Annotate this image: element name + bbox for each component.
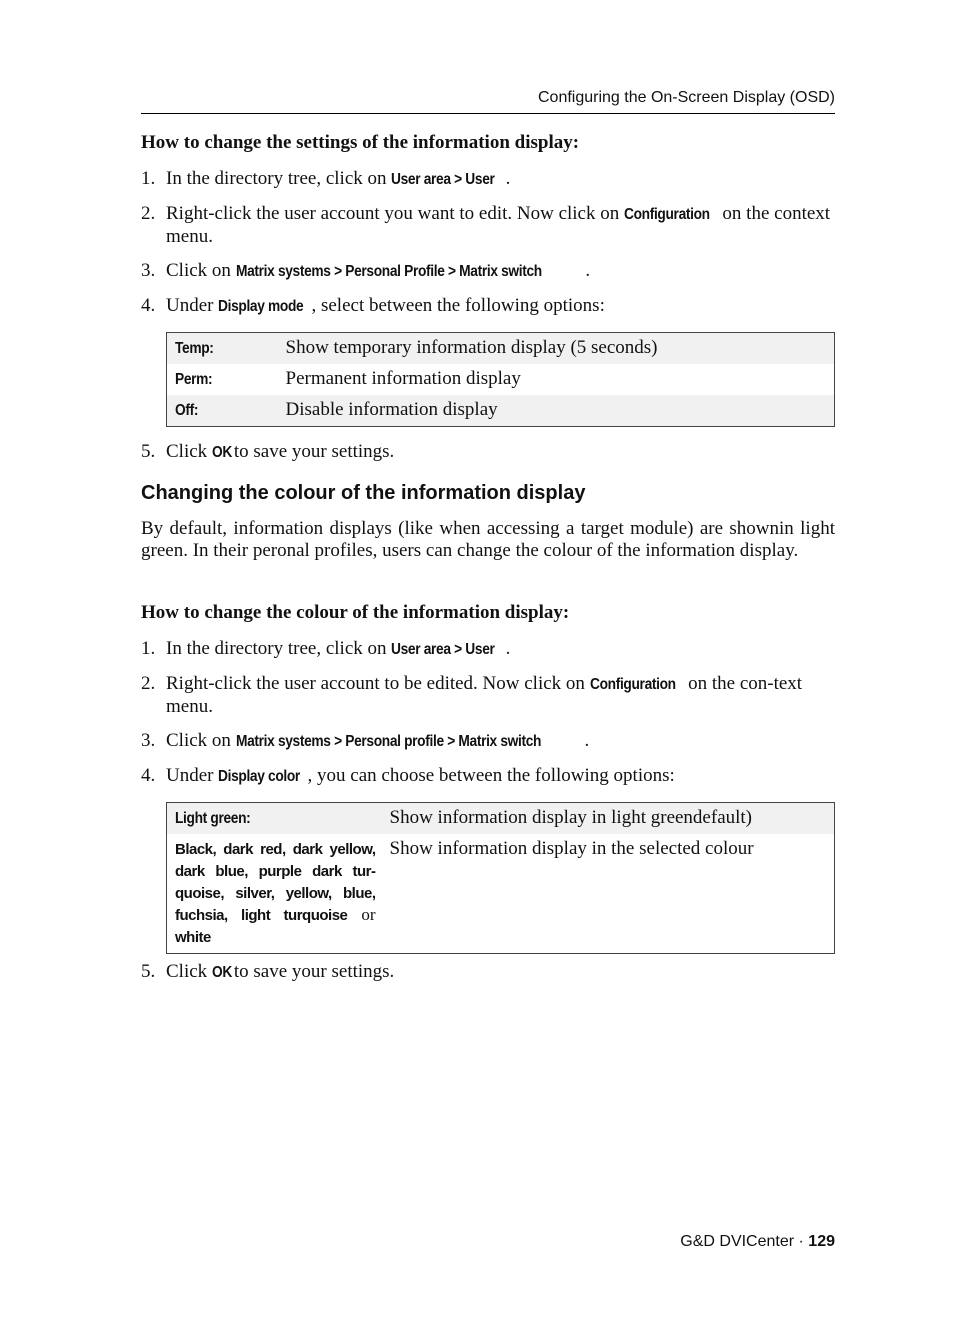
ui-path: Matrix systems > Personal Profile > Matrix switch [235,263,542,280]
step-5-settings: 5. Click OK to save your settings. [141,441,395,462]
step-2-settings: 2. Right-click the user account you want to edit. Now click on Configuration on the context menu. [141,203,831,247]
table-row [167,395,835,427]
step-number: 5. [141,441,156,462]
step-number: 4. [141,295,156,316]
table-row [167,364,835,395]
procedure-title-colour: How to change the colour of the information display: [141,602,570,623]
ui-button-ref: OK [211,964,232,981]
option-description: Show information display in the selected colour [382,834,835,954]
display-color-options-table [166,802,835,954]
ui-menu-item: Configuration [589,676,676,693]
procedure-title-settings: How to change the settings of the information display: [141,132,580,153]
option-key: Perm: [175,371,213,388]
step-number: 2. [141,203,156,224]
table-row [167,803,835,835]
option-key: Off: [175,402,199,419]
ui-path: User area > User [391,171,495,188]
step-1-colour: 1. In the directory tree, click on User area > User . [141,638,511,659]
step-number: 1. [141,168,156,189]
table-row [167,333,835,365]
step-number: 4. [141,765,156,786]
option-description: Show information display in light greendefault) [382,803,835,835]
ui-field: Display color [218,768,301,785]
option-description: Permanent information display [278,364,835,395]
page-footer [141,1233,835,1251]
running-head: Configuring the On-Screen Display (OSD) [537,89,835,106]
intro-paragraph: By default, information displays (like when accessing a target module) are shownin light green. In their peronal profiles, users can change the colour of the information display. [141,518,835,561]
step-2-colour: 2. Right-click the user account to be edited. Now click on Configuration on the con-text menu. [141,673,803,717]
option-key-white: white [175,929,211,946]
step-5-colour: 5. Click OK to save your settings. [141,961,395,982]
page-number: 129 [808,1233,835,1250]
option-description: Show temporary information display (5 seconds) [278,333,835,365]
option-key: Temp: [175,340,214,357]
step-number: 1. [141,638,156,659]
step-number: 2. [141,673,156,694]
header-rule [141,113,835,114]
option-description: Disable information display [278,395,835,427]
ui-button-ref: OK [211,444,232,461]
footer-product: G&D DVICenter · [680,1233,809,1250]
step-3-colour: 3. Click on Matrix systems > Personal profile > Matrix switch . [141,730,590,751]
ui-menu-item: Configuration [624,206,710,223]
step-4-settings: 4. Under Display mode , select between the following options: [141,295,605,316]
ui-field: Display mode [218,298,304,315]
step-4-colour: 4. Under Display color , you can choose between the following options: [141,765,675,786]
step-number: 3. [141,260,156,281]
option-key-colours: Black, dark red, dark yellow, dark blue, purple dark tur-quoise, silver, yellow, blue, fuchsia, light turquoise [175,841,376,924]
ui-path: User area > User [391,641,495,658]
step-3-settings: 3. Click on Matrix systems > Personal Profile > Matrix switch . [141,260,591,281]
table-row: Black, dark red, dark yellow, dark blue, purple dark tur-quoise, silver, yellow, blue, fuchsia, light turquoise or white Show information display in the selected colour [167,834,835,954]
display-mode-options-table [166,332,835,427]
option-key: Light green: [175,810,251,827]
step-1-settings: 1. In the directory tree, click on User area > User . [141,168,511,189]
section-heading: Changing the colour of the information display [141,482,586,504]
step-number: 5. [141,961,156,982]
ui-path: Matrix systems > Personal profile > Matrix switch [235,733,541,750]
step-number: 3. [141,730,156,751]
